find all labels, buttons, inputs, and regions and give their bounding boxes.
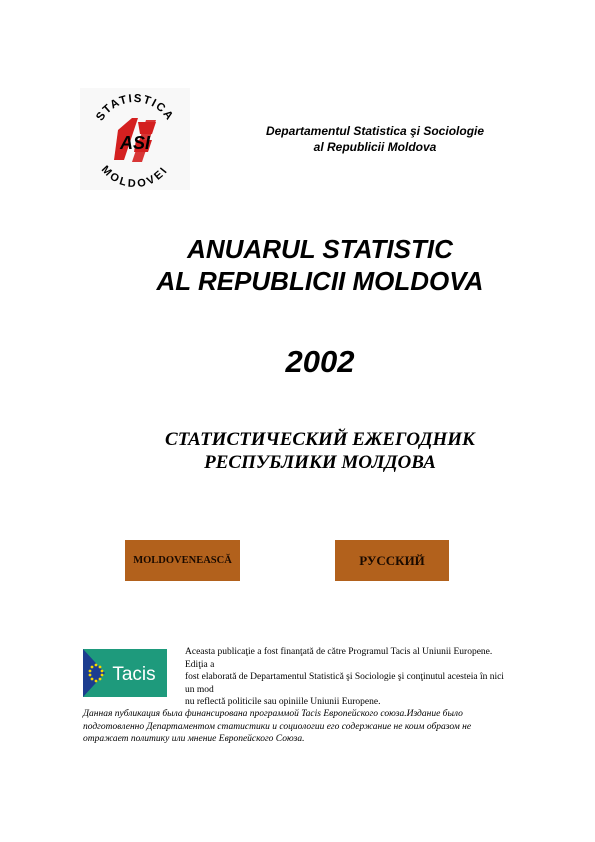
funding-note-ro-line-2: Ediţia a	[185, 659, 215, 670]
funding-note-ro-line-3: fost elaborată de Departamentul Statistică şi Sociologie şi conţinutul acesteia în nici	[185, 672, 504, 682]
funding-note-ro-line-4: un mod	[185, 684, 214, 695]
statistica-moldovei-logo	[80, 88, 190, 190]
main-title-line-2: AL REPUBLICII MOLDOVA	[156, 266, 484, 296]
logo-arc-text-top: STATISTICA	[94, 92, 176, 124]
logo-emblem-letters: ASI	[119, 133, 151, 153]
russian-language-button[interactable]: РУССКИЙ	[335, 540, 449, 581]
russian-title-line-1: СТАТИСТИЧЕСКИЙ ЕЖЕГОДНИК	[165, 429, 475, 450]
tacis-logo	[83, 649, 167, 697]
main-title	[0, 233, 595, 297]
department-header	[230, 123, 520, 155]
russian-title-line-2: РЕСПУБЛИКИ МОЛДОВА	[204, 452, 436, 473]
year: 2002	[285, 344, 355, 379]
main-title-line-1: ANUARUL STATISTIC	[187, 234, 453, 264]
funding-note-ru-line-3: отражает политику или мнение Европейского Союза.	[83, 734, 305, 744]
funding-note-ro-line-1: Aceasta publicaţie a fost finanţată de către Programul Tacis al Uniunii Europene.	[185, 647, 493, 657]
funding-note-ro-line-5: nu reflectă politicile sau opiniile Uniunii Europene.	[185, 697, 381, 707]
department-line-1: Departamentul Statistica şi Sociologie	[265, 124, 485, 138]
moldovan-language-button[interactable]: MOLDOVENEASCĂ	[125, 540, 240, 581]
logo-arc-text-bottom: MOLDOVEI	[98, 163, 172, 190]
department-line-2: al Republicii Moldova	[313, 140, 437, 154]
russian-title	[0, 428, 595, 474]
funding-note-ru-line-2: подготовленно Департаментом статистики и социологии его содержание не коим образом не	[83, 721, 472, 732]
funding-note-russian	[83, 708, 553, 746]
funding-note-ru-line-1: Данная публикация была финансирована программой Tacis Европейского союза.Издание было	[83, 709, 463, 719]
tacis-label: Tacis	[112, 664, 156, 685]
funding-note-romanian	[185, 646, 550, 709]
